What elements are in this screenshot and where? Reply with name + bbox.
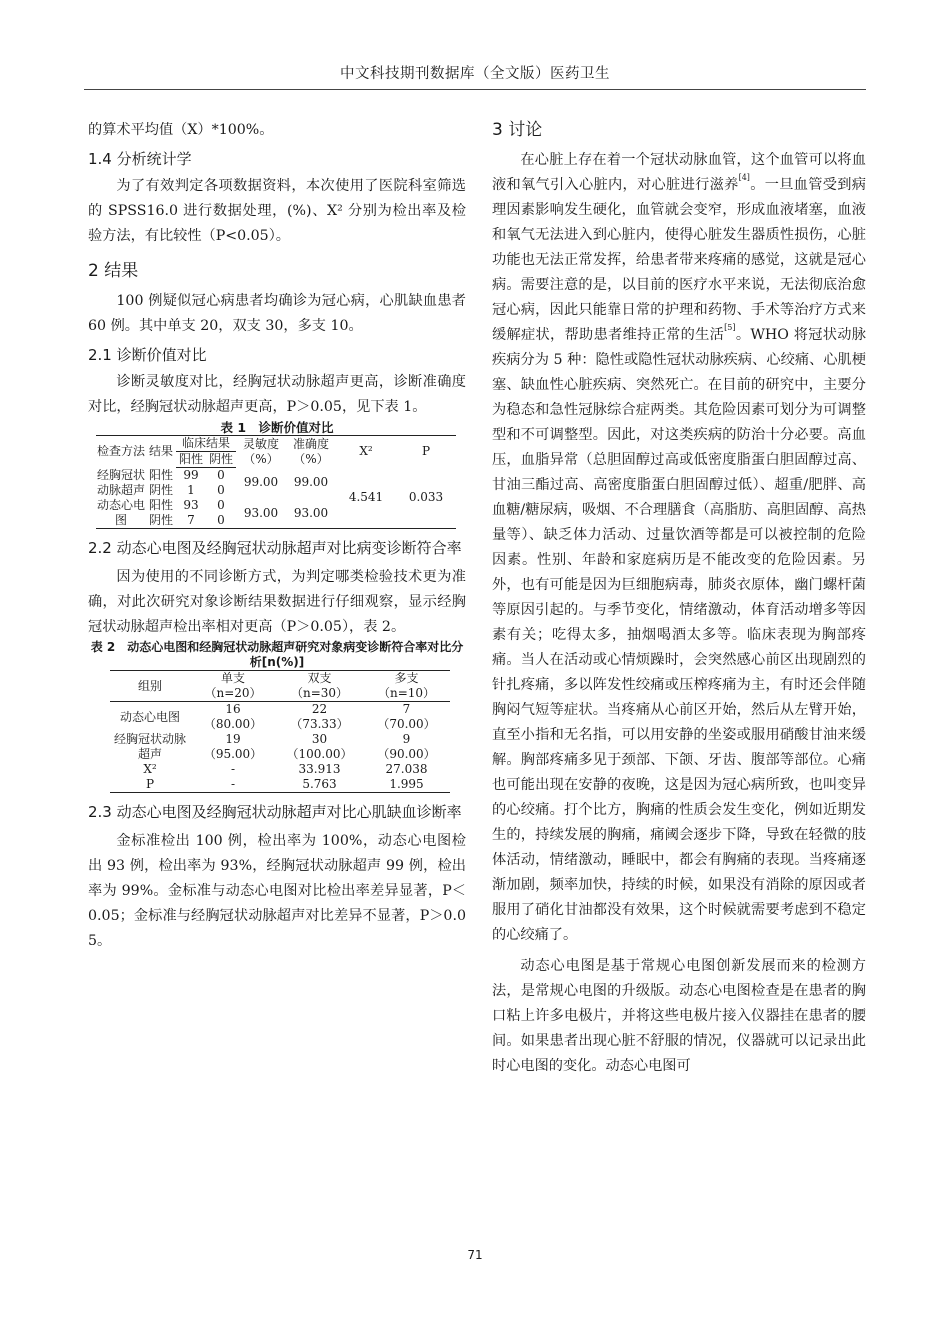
header-divider	[84, 89, 866, 90]
t2-cell: 5.763	[302, 777, 337, 791]
t1-cell: 99	[183, 468, 199, 482]
t2-header-group: 组别	[110, 671, 190, 702]
t1-cell: 93	[183, 498, 199, 512]
t2-cell: 9 （90.00）	[377, 732, 436, 761]
t2-cell: 22 （73.33）	[290, 702, 349, 731]
t1-cell: 93.00	[293, 505, 329, 520]
t1-header-sensitivity: 灵敏度（%）	[242, 436, 279, 466]
t1-x2-value: 4.541	[348, 490, 384, 505]
table-row	[110, 702, 450, 733]
left-column	[88, 118, 466, 954]
t1-cell: 0	[217, 513, 225, 527]
t1-cell: 阴性	[148, 513, 173, 527]
t1-cell: 阴性	[148, 483, 173, 497]
t1-cell: 99.00	[293, 475, 329, 490]
t2-header-double: 双支 （n=30）	[276, 671, 363, 702]
t2-row-label: X²	[143, 762, 157, 776]
section-2-paragraph: 100 例疑似冠心病患者均确诊为冠心病，心肌缺血患者 60 例。其中单支 20，双支 30，多支 10。	[88, 293, 466, 334]
t1-cell: 1	[187, 483, 195, 497]
table-row	[110, 762, 450, 777]
t1-cell: 0	[217, 483, 225, 497]
t1-header-negative: 阴性	[206, 452, 236, 468]
t1-header-positive: 阳性	[176, 452, 206, 468]
t1-cell: 0	[217, 498, 225, 512]
section-2-2-title: 2.2 动态心电图及经胸冠状动脉超声对比病变诊断符合率	[88, 539, 462, 557]
t1-header-method: 检查方法	[96, 444, 145, 459]
page-number: 71	[467, 1248, 483, 1262]
t1-cell: 阳性	[148, 467, 173, 482]
t2-cell: 16 （80.00）	[203, 702, 263, 731]
citation-ref: [5]	[724, 323, 736, 332]
section-2-3-paragraph: 金标准检出 100 例，检出率为 100%，动态心电图检出 93 例，检出率为 93%，经胸冠状动脉超声 99 例，检出率为 99%。金标准与动态心电图对比检出率差异显著，P＜0.05；金标准与经胸冠状动脉超声对比差异不显著，P＞0.05。	[88, 833, 466, 949]
journal-header: 中文科技期刊数据库（全文版）医药卫生	[340, 66, 610, 82]
t1-cell: 93.00	[243, 505, 279, 520]
t1-cell: 7	[187, 513, 195, 527]
table-1-caption: 表 1 诊断价值对比	[220, 420, 334, 435]
section-3-title: 3 讨论	[492, 120, 543, 140]
t2-cell: 33.913	[298, 762, 341, 776]
t1-method-ultrasound: 经胸冠状动脉超声	[96, 467, 145, 497]
section-2-title: 2 结果	[88, 261, 139, 281]
t2-cell: -	[230, 762, 236, 776]
section-1-4-title: 1.4 分析统计学	[88, 150, 192, 168]
t2-cell: 7 （70.00）	[377, 702, 436, 731]
t1-header-accuracy: 准确度（%）	[292, 436, 329, 466]
section-2-1-paragraph: 诊断灵敏度对比，经胸冠状动脉超声更高，诊断准确度对比，经胸冠状动脉超声更高，P＞0.05，见下表 1。	[88, 374, 466, 415]
t2-cell: -	[230, 777, 236, 791]
t1-header-clinical: 临床结果	[176, 436, 236, 452]
t1-p-value: 0.033	[408, 490, 444, 505]
table-row	[110, 732, 450, 762]
t2-cell: 27.038	[385, 762, 428, 776]
t2-row-label: P	[145, 777, 155, 791]
right-column	[492, 118, 866, 1079]
t1-cell: 99.00	[243, 475, 279, 490]
t2-row-label: 经胸冠状动脉超声	[113, 732, 186, 761]
section-1-4-paragraph: 为了有效判定各项数据资料，本次使用了医院科室筛选的 SPSS16.0 进行数据处理，(%)、X² 分别为检出率及检验方法，有比较性（P<0.05）。	[88, 178, 466, 244]
t1-cell: 0	[217, 468, 225, 482]
table-1	[96, 435, 456, 529]
table-2-caption: 表 2 动态心电图和经胸冠状动脉超声研究对象病变诊断符合率对比分析[n(%)]	[90, 640, 464, 669]
t1-header-result: 结果	[148, 444, 173, 459]
t1-header-x2: X²	[359, 444, 373, 459]
t2-cell: 1.995	[389, 777, 424, 791]
table-2	[110, 670, 450, 793]
t1-header-p: P	[421, 444, 431, 459]
t2-header-multi: 多支 （n=10）	[363, 671, 450, 702]
paragraph-intro-tail: 的算术平均值（X）*100%。	[88, 122, 274, 138]
discussion-paragraph-2: 动态心电图是基于常规心电图创新发展而来的检测方法，是常规心电图的升级版。动态心电图检查是在患者的胸口粘上许多电极片，并将这些电极片接入仪器挂在患者的腰间。如果患者出现心脏不舒服的情况，仪器就可以记录出此时心电图的变化。动态心电图可	[492, 958, 866, 1074]
section-2-3-title: 2.3 动态心电图及经胸冠状动脉超声对比心肌缺血诊断率	[88, 803, 462, 821]
t2-row-label: 动态心电图	[119, 709, 180, 724]
table-row	[110, 777, 450, 793]
section-2-1-title: 2.1 诊断价值对比	[88, 346, 207, 364]
t2-cell: 30 （100.00）	[286, 732, 353, 761]
t1-cell: 阳性	[148, 498, 173, 512]
discussion-paragraph-1: 在心脏上存在着一个冠状动脉血管，这个血管可以将血液和氧气引入心脏内，对心脏进行滋养[4]。一旦血管受到病理因素影响发生硬化，血管就会变窄，形成血液堵塞，血液和氧气无法进入到心脏内，使得心脏发生器质性损伤，心脏功能也无法正常发挥，给患者带来疼痛的感觉，这就是冠心病。需要注意的是，以目前的医疗水平来说，无法彻底治愈冠心病，因此只能靠日常的护理和药物、手术等治疗方式来缓解症状，帮助患者维持正常的生活[5]。WHO 将冠状动脉疾病分为 5 种：隐性或隐性冠状动脉疾病、心绞痛、心肌梗塞、缺血性心脏疾病、突然死亡。在目前的研究中，主要分为稳态和急性冠脉综合症两类。其危险因素可划分为可调整型和不可调整型。因此，对这类疾病的防治十分必要。高血压，血脂异常（总胆固醇过高或低密度脂蛋白胆固醇过高、甘油三酯过高、高密度脂蛋白胆固醇过低）、超重/肥胖、高血糖/糖尿病，吸烟、不合理膳食（高脂肪、高胆固醇、高热量等）、缺乏体力活动、过量饮酒等都是可以被控制的危险因素。性别、年龄和家庭病历是不能改变的危险因素。另外，也有可能是因为巨细胞病毒，肺炎衣原体，幽门螺杆菌等原因引起的。与季节变化，情绪激动，体育活动增多等因素有关；吃得太多，抽烟喝酒太多等。临床表现为胸部疼痛。当人在活动或心情烦躁时，会突然感心前区出现剧烈的针扎疼痛，多以阵发性绞痛或压榨疼痛为主，有时还会伴随胸闷气短等症状。当疼痛从心前区开始，然后从左臂开始，直至小指和无名指，可以用安静的坐姿或服用硝酸甘油来缓解。胸部疼痛多见于颈部、下颌、牙齿、腹部等部位。心痛也可能出现在安静的夜晚，这是因为冠心病所致，也叫变异的心绞痛。打个比方，胸痛的性质会发生变化，例如近期发生的，持续发展的胸痛，痛阈会逐步下降，导致在轻微的肢体活动，情绪激动，睡眠中，都会有胸痛的表现。当疼痛逐渐加剧，频率加快，持续的时候，如果没有消除的原因或者服用了硝化甘油都没有效果，这个时候就需要考虑到不稳定的心绞痛了。	[492, 152, 866, 943]
section-2-2-paragraph: 因为使用的不同诊断方式，为判定哪类检验技术更为准确，对此次研究对象诊断结果数据进行仔细观察，显示经胸冠状动脉超声检出率相对更高（P＞0.05），表 2。	[88, 569, 466, 635]
t1-method-ecg: 动态心电图	[96, 498, 145, 527]
t2-cell: 19 （95.00）	[203, 732, 263, 761]
table-row	[96, 468, 456, 484]
citation-ref: [4]	[738, 173, 750, 182]
t2-header-single: 单支 （n=20）	[190, 671, 276, 702]
